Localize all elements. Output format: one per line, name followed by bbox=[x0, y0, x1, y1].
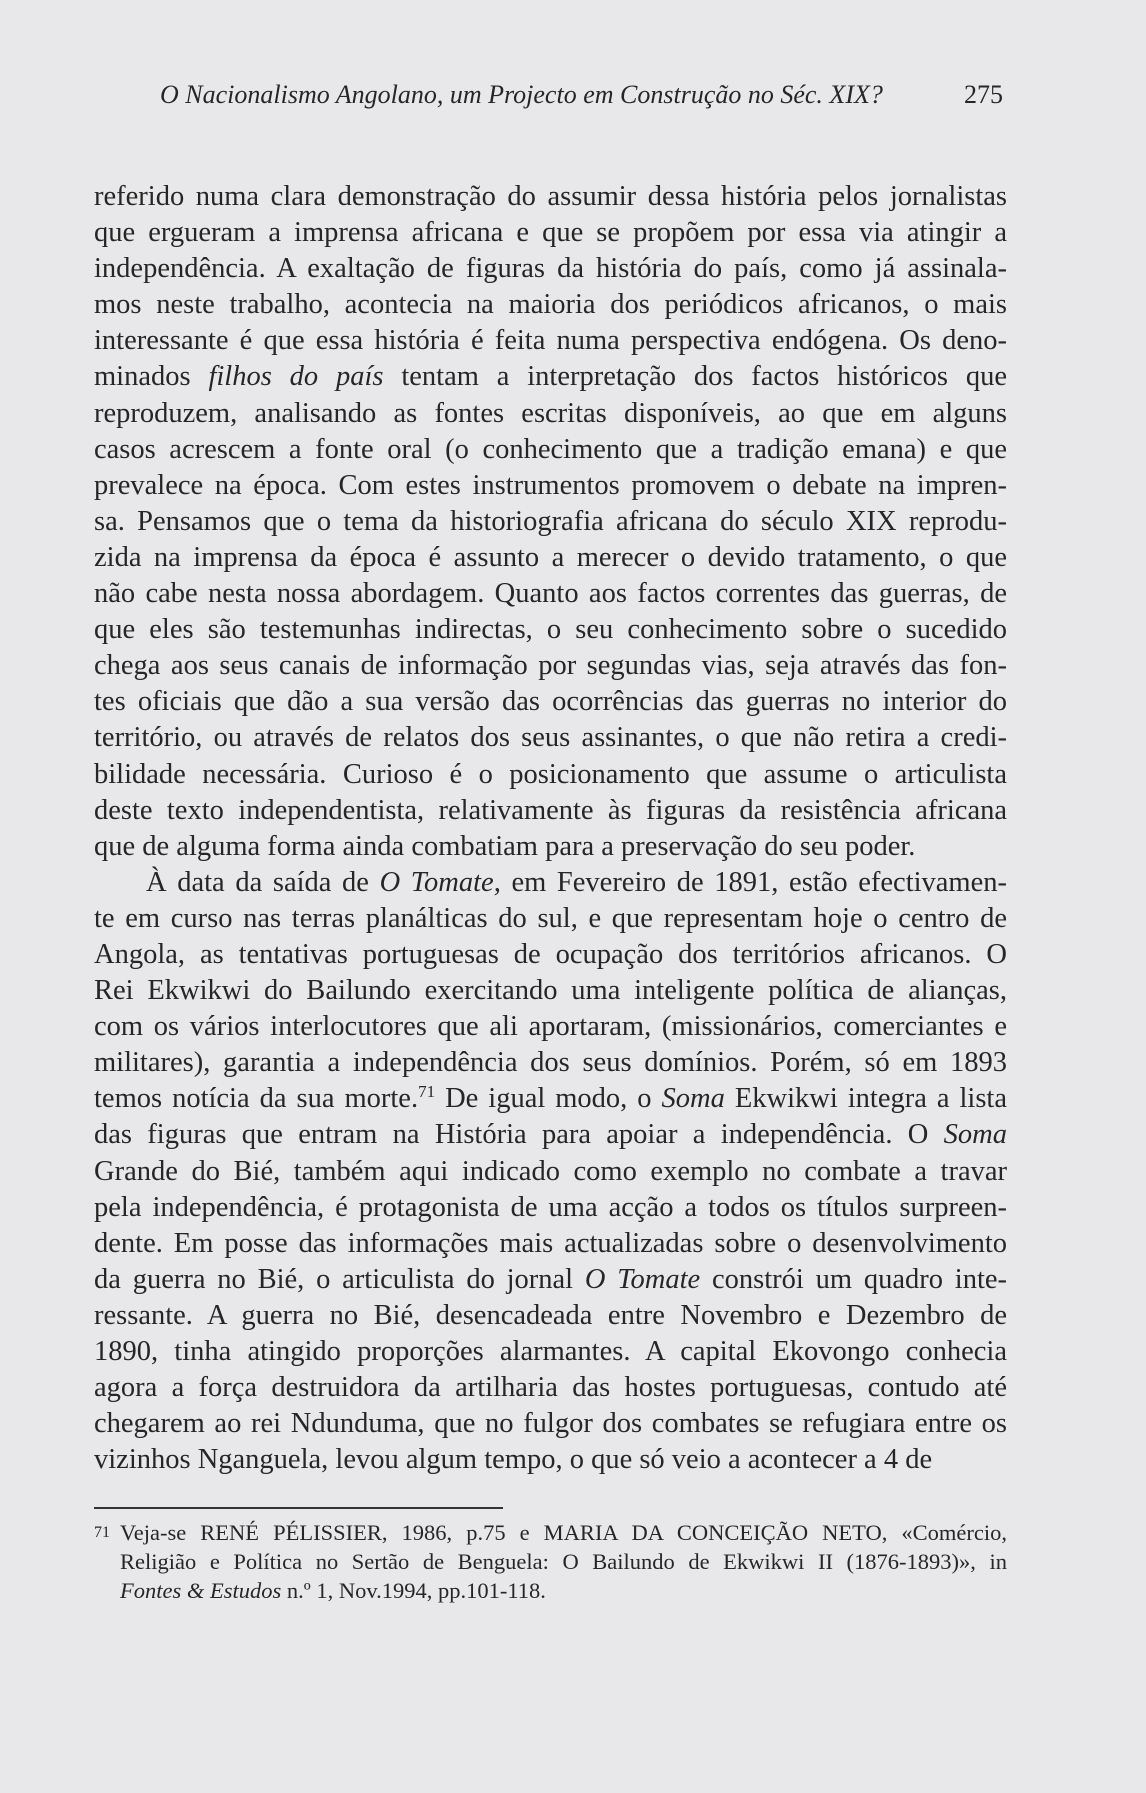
text-segment: À data da saída de bbox=[146, 866, 380, 898]
italic-text: Soma bbox=[943, 1119, 1007, 1151]
text-segment: que eles são testemunhas indirectas, o seu conhecimento sobre o sucedido bbox=[94, 614, 1007, 646]
footnote-line bbox=[94, 1576, 1007, 1605]
text-segment: constrói um quadro inte- bbox=[700, 1263, 1008, 1295]
text-segment: zida na imprensa da época é assunto a merecer o devido tratamento, o que bbox=[94, 541, 1007, 573]
text-segment: chega aos seus canais de informação por segundas vias, seja através das fon- bbox=[94, 650, 1007, 682]
text-segment: dente. Em posse das informações mais actualizadas sobre o desenvolvimento bbox=[94, 1227, 1007, 1259]
footnote-line bbox=[94, 1547, 1007, 1576]
text-segment: território, ou através de relatos dos seus assinantes, o que não retira a credi- bbox=[94, 722, 1007, 754]
footnote-line bbox=[94, 1518, 1007, 1547]
text-line bbox=[94, 1117, 1007, 1153]
text-line bbox=[94, 1009, 1007, 1045]
text-line bbox=[94, 1045, 1007, 1081]
text-segment: n.º 1, Nov.1994, pp.101-118. bbox=[281, 1578, 546, 1603]
text-segment: casos acrescem a fonte oral (o conhecimento que a tradição emana) e que bbox=[94, 433, 1007, 465]
text-segment: ressante. A guerra no Bié, desencadeada entre Novembro e Dezembro de bbox=[94, 1299, 1007, 1331]
text-line bbox=[94, 215, 1007, 251]
text-line bbox=[94, 468, 1007, 504]
text-segment: chegarem ao rei Ndunduma, que no fulgor dos combates se refugiara entre os bbox=[94, 1408, 1007, 1440]
text-line bbox=[94, 179, 1007, 215]
text-line bbox=[94, 865, 1007, 901]
text-segment: bilidade necessária. Curioso é o posicionamento que assume o articulista bbox=[94, 758, 1007, 790]
text-segment: temos notícia da sua morte. bbox=[94, 1083, 419, 1115]
text-line bbox=[94, 1226, 1007, 1262]
text-segment: te em curso nas terras planálticas do sul, e que representam hoje o centro de bbox=[94, 902, 1007, 934]
italic-text: filhos do país bbox=[208, 361, 384, 393]
text-line bbox=[94, 793, 1007, 829]
text-line bbox=[94, 648, 1007, 684]
footnote-number: 71 bbox=[94, 1524, 110, 1541]
text-line bbox=[94, 1406, 1007, 1442]
text-line bbox=[94, 504, 1007, 540]
text-line bbox=[94, 1190, 1007, 1226]
text-segment: prevalece na época. Com estes instrumentos promovem o debate na impren- bbox=[94, 469, 1007, 501]
text-segment: das figuras que entram na História para apoiar a independência. O bbox=[94, 1119, 944, 1151]
text-line bbox=[94, 323, 1007, 359]
text-segment: que ergueram a imprensa africana e que se propõem por essa via atingir a bbox=[94, 217, 1007, 249]
text-line bbox=[94, 287, 1007, 323]
text-line bbox=[94, 1298, 1007, 1334]
text-segment: sa. Pensamos que o tema da historiografia africana do século XIX reprodu- bbox=[94, 505, 1007, 537]
text-segment: De igual modo, o bbox=[435, 1083, 662, 1115]
italic-text: Fontes & Estudos bbox=[120, 1578, 282, 1603]
text-segment: Grande do Bié, também aqui indicado como exemplo no combate a travar bbox=[94, 1155, 1007, 1187]
text-segment: Religião e Política no Sertão de Benguela: O Bailundo de Ekwikwi II (1876-1893)», in bbox=[120, 1549, 1007, 1574]
page-number: 275 bbox=[964, 80, 1003, 109]
text-line bbox=[94, 1262, 1007, 1298]
italic-text: O Tomate bbox=[584, 1263, 701, 1295]
text-line bbox=[94, 1442, 1007, 1478]
italic-text: O Tomate, bbox=[379, 866, 501, 898]
text-segment: referido numa clara demonstração do assumir dessa história pelos jornalistas bbox=[94, 181, 1007, 212]
text-line bbox=[94, 901, 1007, 937]
body-text bbox=[94, 179, 1007, 1478]
text-line bbox=[94, 359, 1007, 395]
text-line bbox=[94, 829, 1007, 865]
text-segment: vizinhos Nganguela, levou algum tempo, o que só veio a acontecer a 4 de bbox=[94, 1444, 933, 1476]
text-line bbox=[94, 576, 1007, 612]
italic-text: Soma bbox=[661, 1083, 725, 1115]
footnote-reference[interactable]: 71 bbox=[418, 1082, 436, 1102]
text-segment: Angola, as tentativas portuguesas de ocupação dos territórios africanos. O bbox=[94, 938, 1007, 970]
text-segment: reproduzem, analisando as fontes escritas disponíveis, ao que em alguns bbox=[94, 397, 1007, 429]
running-header bbox=[160, 80, 1003, 110]
text-segment: tentam a interpretação dos factos históricos que bbox=[383, 361, 1008, 393]
text-line bbox=[94, 973, 1007, 1009]
running-title: O Nacionalismo Angolano, um Projecto em Construção no Séc. XIX? bbox=[160, 80, 883, 109]
text-line bbox=[94, 396, 1007, 432]
text-line bbox=[94, 432, 1007, 468]
text-segment: em Fevereiro de 1891, estão efectivamen- bbox=[500, 866, 1007, 898]
text-segment: deste texto independentista, relativamente às figuras da resistência africana bbox=[94, 794, 1007, 826]
text-line bbox=[94, 612, 1007, 648]
footnote-divider bbox=[94, 1507, 503, 1509]
text-segment: com os vários interlocutores que ali aportaram, (missionários, comerciantes e bbox=[94, 1011, 1007, 1043]
text-line bbox=[94, 757, 1007, 793]
text-segment: interessante é que essa história é feita numa perspectiva endógena. Os deno- bbox=[94, 325, 1007, 357]
text-line bbox=[94, 251, 1007, 287]
text-line bbox=[94, 1370, 1007, 1406]
text-line bbox=[94, 1154, 1007, 1190]
text-segment: Rei Ekwikwi do Bailundo exercitando uma inteligente política de alianças, bbox=[94, 975, 1007, 1007]
text-segment: militares), garantia a independência dos seus domínios. Porém, só em 1893 bbox=[94, 1047, 1007, 1079]
text-segment: Ekwikwi integra a lista bbox=[724, 1083, 1008, 1115]
text-segment: da guerra no Bié, o articulista do jornal bbox=[94, 1263, 585, 1295]
text-segment: Veja-se RENÉ PÉLISSIER, 1986, p.75 e MARIA DA CONCEIÇÃO NETO, «Comércio, bbox=[120, 1520, 1007, 1545]
text-segment: não cabe nesta nossa abordagem. Quanto aos factos correntes das guerras, de bbox=[94, 578, 1007, 610]
text-line bbox=[94, 684, 1007, 720]
text-segment: tes oficiais que dão a sua versão das ocorrências das guerras no interior do bbox=[94, 686, 1007, 718]
text-line bbox=[94, 1334, 1007, 1370]
footnote bbox=[94, 1518, 1007, 1605]
text-segment: agora a força destruidora da artilharia das hostes portuguesas, contudo até bbox=[94, 1372, 1007, 1404]
text-line bbox=[94, 937, 1007, 973]
text-segment: que de alguma forma ainda combatiam para a preservação do seu poder. bbox=[94, 830, 916, 862]
text-segment: pela independência, é protagonista de uma acção a todos os títulos surpreen- bbox=[94, 1191, 1007, 1223]
text-line bbox=[94, 540, 1007, 576]
text-segment: 1890, tinha atingido proporções alarmantes. A capital Ekovongo conhecia bbox=[94, 1336, 1007, 1367]
text-line bbox=[94, 720, 1007, 756]
text-line bbox=[94, 1081, 1007, 1117]
text-segment: mos neste trabalho, acontecia na maioria dos periódicos africanos, o mais bbox=[94, 289, 1007, 321]
text-segment: minados bbox=[94, 361, 209, 393]
text-segment: independência. A exaltação de figuras da história do país, como já assinala- bbox=[94, 253, 1007, 285]
